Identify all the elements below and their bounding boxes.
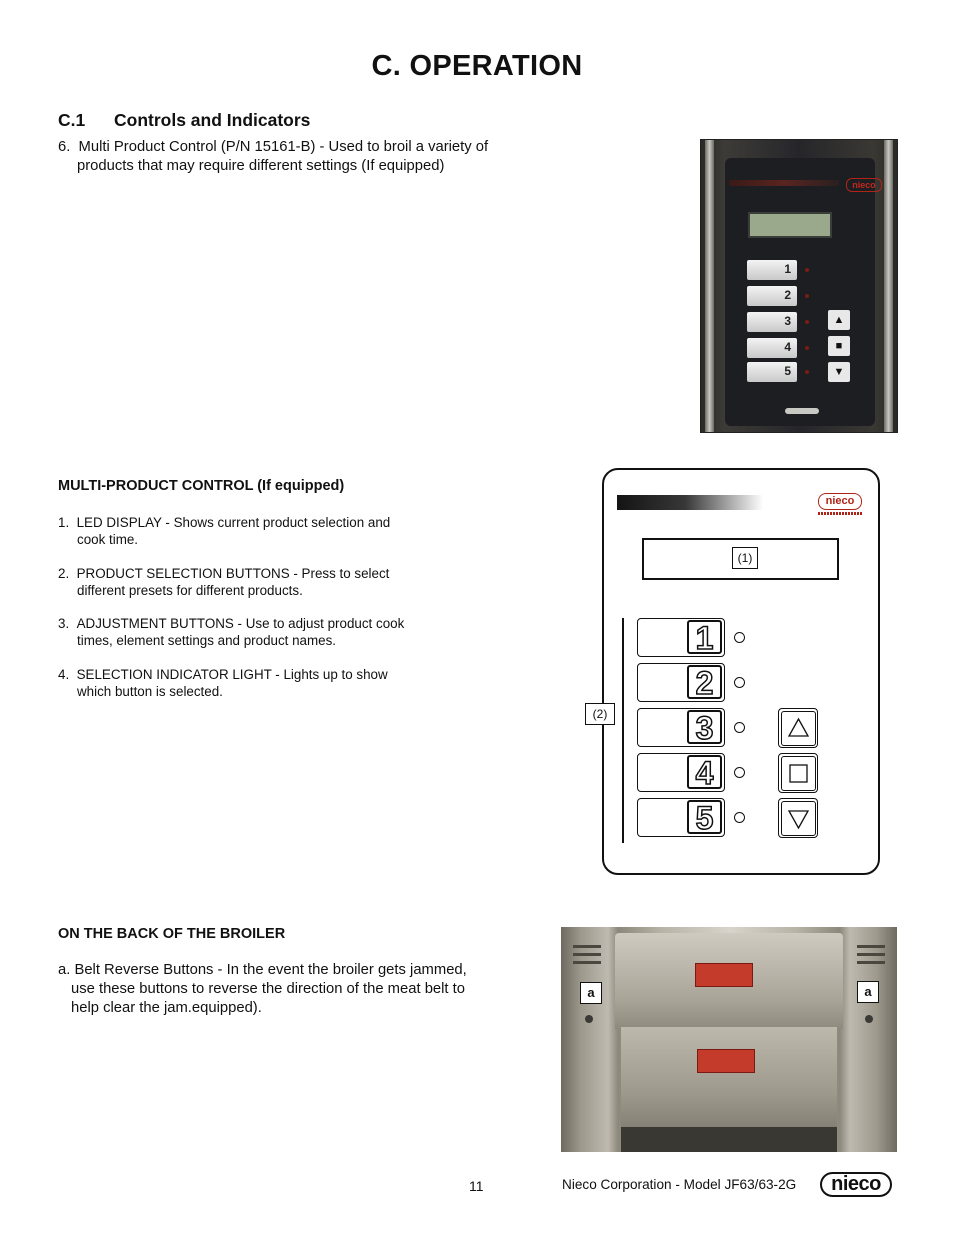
diagram-product-button-5: 5 — [637, 798, 725, 837]
mpc-heading: MULTI-PRODUCT CONTROL (If equipped) — [58, 478, 345, 494]
diagram-product-button-3: 3 — [637, 708, 725, 747]
mpc-list — [58, 514, 408, 716]
controller-photo — [701, 140, 897, 432]
controller-led — [805, 346, 809, 350]
controller-slot — [785, 408, 819, 414]
diagram-header-bar — [617, 495, 812, 510]
buttons-bracket — [622, 618, 624, 843]
up-triangle-icon — [782, 712, 815, 745]
mpc-item-adjustment-buttons: 3. ADJUSTMENT BUTTONS - Use to adjust product cook times, element settings and product names. — [58, 616, 405, 648]
diagram-indicator-light — [734, 722, 745, 733]
footer-logo: nieco — [820, 1172, 892, 1197]
diagram-brand-tagline — [818, 512, 862, 515]
intro-item: 6. Multi Product Control (P/N 15161-B) - Used to broil a variety of products that may require different settings (If equipped) — [58, 139, 489, 174]
mpc-item-led-display: 1. LED DISPLAY - Shows current product selection and cook time. — [58, 515, 391, 547]
caution-label — [697, 1049, 755, 1073]
mpc-item-selection-buttons: 2. PRODUCT SELECTION BUTTONS - Press to select different presets for different products. — [58, 565, 390, 598]
tag-a-right: a — [857, 981, 879, 1003]
diagram-brand-logo: nieco — [818, 493, 862, 510]
controller-up-button: ▲ — [828, 310, 850, 330]
belt-reverse-knob — [585, 1015, 593, 1023]
diagram-indicator-light — [734, 812, 745, 823]
diagram-stop-button — [778, 753, 818, 793]
footer-text: Nieco Corporation - Model JF63/63-2G — [562, 1177, 797, 1192]
callout-display: (1) — [732, 547, 758, 569]
page-number: 11 — [469, 1178, 484, 1194]
down-triangle-icon — [782, 802, 815, 835]
callout-buttons: (2) — [585, 703, 615, 725]
diagram-indicator-light — [734, 767, 745, 778]
diagram-product-button-2: 2 — [637, 663, 725, 702]
diagram-down-button — [778, 798, 818, 838]
photo-rail-left — [705, 140, 714, 432]
back-heading: ON THE BACK OF THE BROILER — [58, 926, 286, 942]
diagram-product-button-1: 1 — [637, 618, 725, 657]
belt-reverse-knob — [865, 1015, 873, 1023]
diagram-up-button — [778, 708, 818, 748]
panel-stripe — [729, 180, 839, 186]
mpc-item-indicator-light: 4. SELECTION INDICATOR LIGHT - Lights up to show which button is selected. — [58, 666, 388, 699]
broiler-back-photo — [561, 927, 897, 1152]
section-heading — [58, 110, 310, 131]
controller-led — [805, 294, 809, 298]
controller-led — [805, 370, 809, 374]
controller-button-2: 2 — [747, 286, 797, 306]
controller-button-1: 1 — [747, 260, 797, 280]
section-title: Controls and Indicators — [114, 110, 311, 130]
controller-lcd — [748, 212, 832, 238]
diagram-indicator-light — [734, 632, 745, 643]
controller-led — [805, 320, 809, 324]
broiler-lower-panel — [621, 1027, 837, 1137]
controller-button-3: 3 — [747, 312, 797, 332]
controller-button-4: 4 — [747, 338, 797, 358]
controller-button-5: 5 — [747, 362, 797, 382]
controller-led — [805, 268, 809, 272]
back-item-a: a. Belt Reverse Buttons - In the event the broiler gets jammed, use these buttons to reverse the direction of the meat belt to help clear the jam.equipped). — [58, 962, 467, 1016]
section-number: C.1 — [58, 110, 86, 130]
controller-brand-logo: nieco — [846, 178, 882, 192]
stop-square-icon — [782, 757, 815, 790]
tag-a-left: a — [580, 982, 602, 1004]
broiler-opening — [621, 1127, 837, 1152]
controller-stop-button: ■ — [828, 336, 850, 356]
photo-rail-right — [884, 140, 893, 432]
diagram-indicator-light — [734, 677, 745, 688]
diagram-product-button-4: 4 — [637, 753, 725, 792]
controller-down-button: ▼ — [828, 362, 850, 382]
page-title: C. OPERATION — [371, 50, 583, 82]
caution-label — [695, 963, 753, 987]
